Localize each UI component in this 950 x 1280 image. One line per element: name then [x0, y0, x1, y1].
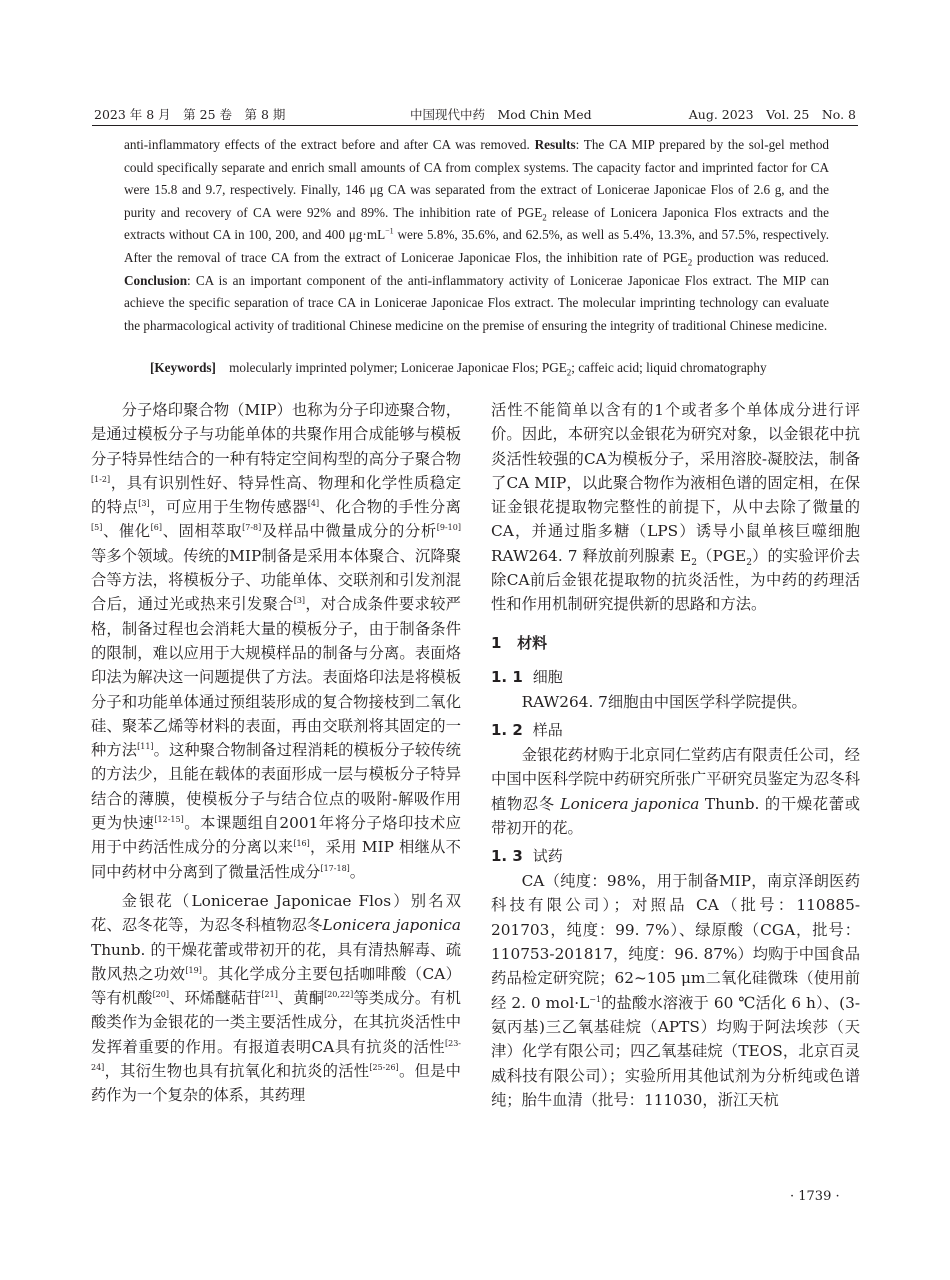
cells-paragraph: RAW264. 7细胞由中国医学科学院提供。	[521, 692, 807, 711]
subsection-heading-cells: 1. 1 细胞	[491, 667, 563, 686]
samples-paragraph: 金银花药材购于北京同仁堂药店有限责任公司，经中国中医科学院中药研究所张广平研究员鉴定为忍冬科植物忍冬 Lonicera japonica Thunb. 的干燥花蕾或带初开的花。	[491, 745, 861, 837]
header-issue: 2023 年 8 月 第 25 卷 第 8 期	[94, 107, 286, 122]
intro-paragraph-2: 金银花（Lonicerae Japonicae Flos）别名双花、忍冬花等，为忍冬科植物忍冬Lonicera japonica Thunb. 的干燥花蕾或带初开的花，具有清热解毒、疏散风热之功效[19]。其化学成分主要包括咖啡酸（CA）等有机酸[20]、环烯醚萜苷[21]、黄酮[20,22]等类成分。有机酸类作为金银花的一类主要活性成分，在其抗炎活性中发挥着重要的作用。有报道表明CA具有抗炎的活性[23-24]，其衍生物也具有抗氧化和抗炎的活性[25-26]。但是中药作为一个复杂的体系，其药理	[91, 891, 461, 1105]
running-header	[92, 97, 858, 126]
intro-paragraph-1: 分子烙印聚合物（MIP）也称为分子印迹聚合物，是通过模板分子与功能单体的共聚作用合成能够与模板分子特异性结合的一种有特定空间构型的高分子聚合物[1-2]，具有识别性好、特异性高、物理和化学性质稳定的特点[3]，可应用于生物传感器[4]、化合物的手性分离[5]、催化[6]、固相萃取[7-8]及样品中微量成分的分析[9-10]等多个领域。传统的MIP制备是采用本体聚合、沉降聚合等方法，将模板分子、功能单体、交联剂和引发剂混合后，通过光或热来引发聚合[3]，对合成条件要求较严格，制备过程也会消耗大量的模板分子，由于制备条件的限制，难以应用于大规模样品的制备与分离。表面烙印法为解决这一问题提供了方法。表面烙印法是将模板分子和功能单体通过预组装形成的复合物接枝到二氧化硅、聚苯乙烯等材料的表面，再由交联剂将其固定的一种方法[11]。这种聚合物制备过程消耗的模板分子较传统的方法少，且能在载体的表面形成一层与模板分子特异结合的薄膜，使模板分子与结合位点的吸附-解吸作用更为快速[12-15]。本课题组自2001年将分子烙印技术应用于中药活性成分的分离以来[16]，采用 MIP 相继从不同中药材中分离到了微量活性成分[17-18]。	[91, 401, 461, 881]
english-abstract	[124, 134, 829, 337]
intro-paragraph-3: 活性不能简单以含有的1个或者多个单体成分进行评价。因此，本研究以金银花为研究对象，以金银花中抗炎活性较强的CA为模板分子，采用溶胶-凝胶法，制备了CA MIP，以此聚合物作为液相色谱的固定相，在保证金银花提取物完整性的前提下，从中去除了微量的CA，并通过脂多糖（LPS）诱导小鼠单核巨噬细胞 RAW264. 7 释放前列腺素 $E_2(PGE_2)$的实验评价去除CA前后金银花提取物的抗炎活性，为中药的药理活性和作用机制研究提供新的思路和方法。	[491, 401, 860, 614]
reagents-paragraph: CA（纯度：98%，用于制备MIP，南京泽朗医药科技有限公司）；对照品 CA（批号：110885-201703，纯度：99. 7%）、绿原酸（CGA，批号：110753-201817，纯度：96. 87%）均购于中国食品药品检定研究院；62~105 μm二氧化硅微珠（使用前经 2. 0 $mol\cdot L^{-1}$的盐酸水溶液于 60 ℃活化 6 h）、(3-氨丙基)三乙氧基硅烷（APTS）均购于阿法埃莎（天津）化学有限公司；四乙氧基硅烷（TEOS，北京百灵威科技有限公司）；实验所用其他试剂为分析纯或色谱纯；胎牛血清（批号：111030，浙江天杭	[491, 872, 860, 1109]
conclusion-label: Conclusion	[124, 272, 188, 288]
right-column	[491, 398, 860, 1112]
abstract-text: anti-inflammatory effects of the extract before and after CA was removed. Results: The CA MIP prepared by the sol-gel method could specifically separate and enrich small amounts of CA from complex systems. The capacity factor and imprinted factor for CA were 15.8 and 9.7, respectively. Finally, 146 μg CA was separated from the extract of Lonicerae Japonicae Flos of 2.6 g, and the purity and recovery of CA were 92% and 89%. The inhibition rate of $PGE_2$ release of Lonicera Japonica Flos extracts and the extracts without CA in 100, 200, and 400 $\mu g\cdot mL^{-1}$ were 5.8%, 35.6%, and 62.5%, as well as 5.4%, 13.3%, and 57.5%, respectively. After the removal of trace CA from the extract of Lonicerae Japonicae Flos, the inhibition rate of $PGE_2$ production was reduced. Conclusion: CA is an important component of the anti-inflammatory activity of Lonicerae Japonicae Flos extract. The MIP can achieve the specific separation of trace CA in Lonicerae Japonicae Flos extract. The molecular imprinting technology can evaluate the pharmacological activity of traditional Chinese medicine on the premise of ensuring the integrity of traditional Chinese medicine.	[124, 137, 830, 333]
subsection-heading-samples: 1. 2 样品	[491, 720, 563, 739]
header-journal: 中国现代中药 Mod Chin Med	[410, 107, 592, 122]
header-issue-en: Aug. 2023 Vol. 25 No. 8	[688, 107, 856, 122]
page-number: · 1739 ·	[790, 1189, 840, 1204]
left-column	[91, 398, 461, 1108]
keywords-label: [Keywords]	[150, 360, 216, 375]
section-heading-materials: 1 材料	[491, 633, 548, 652]
subsection-heading-reagents: 1. 3 试药	[491, 847, 563, 866]
keywords: [Keywords] molecularly imprinted polymer; Lonicerae Japonicae Flos; $PGE_2$; caffeic acid; liquid chromatography	[150, 360, 767, 378]
results-label: Results	[534, 137, 576, 152]
